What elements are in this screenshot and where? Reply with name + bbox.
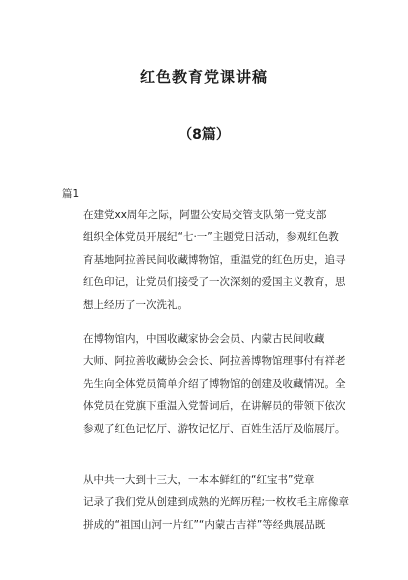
- paragraph-line: 想上经历了一次洗礼。: [83, 298, 188, 311]
- paragraph-line: 从中共一大到十三大，一本本鲜红的“红宝书”党章: [83, 474, 315, 486]
- paragraph-3: [62, 469, 354, 536]
- paragraph-line: 先生向全体党员简单介绍了博物馆的创建及收藏情况。全: [83, 377, 346, 390]
- paragraph-1: [62, 204, 354, 316]
- paragraph-line: 参观了红色记忆厅、游牧记忆厅、百姓生活厅及临展厅。: [83, 422, 346, 435]
- document-title: 红色教育党课讲稿: [139, 68, 268, 86]
- paragraph-line: 体党员在党旗下重温入党誓词后，在讲解员的带领下依次: [83, 400, 346, 413]
- paragraph-line: 大师、阿拉善收藏协会会长、阿拉善博物馆理事付有祥老: [83, 355, 346, 368]
- paragraph-line: 记录了我们党从创建到成熟的光辉历程;一枚枚毛主席像章: [83, 496, 350, 509]
- paragraph-2: [62, 328, 354, 440]
- paragraph-line: 拼成的“祖国山河一片红”“内蒙古吉祥”等经典展品既: [83, 518, 326, 531]
- section-label: 篇1: [62, 188, 80, 200]
- document-subtitle: （8篇）: [178, 127, 230, 143]
- paragraph-line: 在建党xx周年之际，阿盟公安局交管支队第一党支部: [83, 209, 327, 221]
- paragraph-line: 红色印记，让党员们接受了一次深刻的爱国主义教育，思: [83, 276, 346, 289]
- paragraph-line: 育基地阿拉善民间收藏博物馆，重温党的红色历史，追寻: [83, 253, 346, 266]
- paragraph-line: 组织全体党员开展纪“七·一”主题党日活动，参观红色教: [83, 231, 339, 244]
- paragraph-line: 在博物馆内，中国收藏家协会会员、内蒙古民间收藏: [83, 333, 325, 345]
